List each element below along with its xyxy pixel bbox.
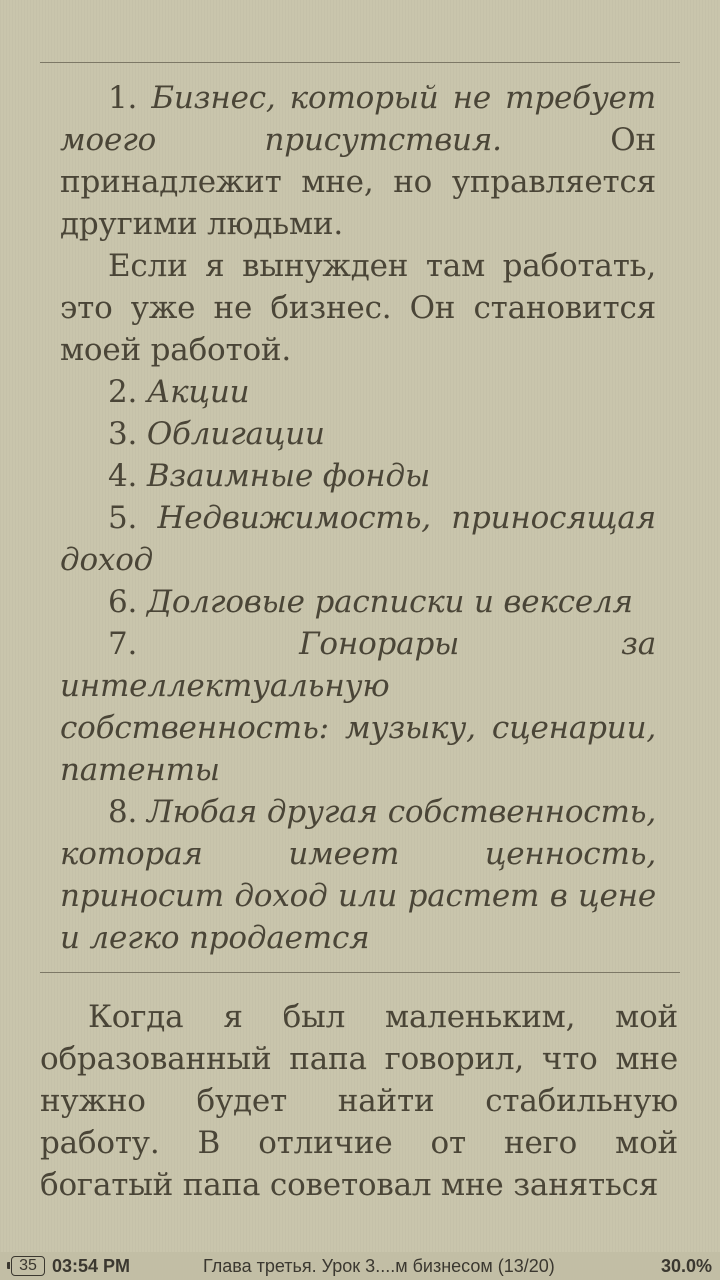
reader-status-bar xyxy=(0,1252,720,1280)
item-number: 8. xyxy=(108,794,138,830)
note-text: Если я вынужден там работать, это уже не бизнес. Он становится моей работой. xyxy=(60,248,656,368)
item-number: 1. xyxy=(108,80,138,116)
item-title: Бизнес, который не требует моего присутствия. xyxy=(60,80,656,158)
item-title: Долговые расписки и векселя xyxy=(146,584,633,620)
item-number: 6. xyxy=(108,584,138,620)
list-item-3 xyxy=(60,413,656,455)
item-number: 5. xyxy=(108,500,138,536)
item-title: Недвижимость, приносящая доход xyxy=(60,500,656,578)
list-item-8 xyxy=(60,791,656,959)
boxed-asset-list xyxy=(60,77,656,959)
reading-progress: 30.0% xyxy=(660,1256,712,1276)
battery-icon xyxy=(11,1256,45,1276)
list-item-4 xyxy=(60,455,656,497)
list-item-1 xyxy=(60,77,656,245)
chapter-title: Глава третья. Урок 3....м бизнесом (13/20) xyxy=(203,1256,555,1276)
item-description: Он принадлежит мне, но управляется другими людьми. xyxy=(60,122,656,242)
item-title: Взаимные фонды xyxy=(146,458,430,494)
section-bottom-rule xyxy=(40,972,680,973)
item-title: Акции xyxy=(146,374,250,410)
clock: 03:54 PM xyxy=(52,1256,131,1276)
list-note xyxy=(60,245,656,371)
item-title: Гонорары за интеллектуальную собственность: музыку, сценарии, патенты xyxy=(60,626,657,788)
item-title: Любая другая собственность, которая имеет ценность, приносит доход или растет в цене и легко продается xyxy=(60,794,656,956)
item-number: 2. xyxy=(108,374,138,410)
item-number: 7. xyxy=(108,626,138,662)
list-item-7 xyxy=(60,623,656,791)
list-item-2 xyxy=(60,371,656,413)
item-number: 4. xyxy=(108,458,138,494)
section-top-rule xyxy=(40,62,680,63)
list-item-6 xyxy=(60,581,656,623)
list-item-5 xyxy=(60,497,656,581)
item-number: 3. xyxy=(108,416,138,452)
body-text xyxy=(40,996,678,1206)
battery-level: 35 xyxy=(19,1257,37,1274)
body-paragraph: Когда я был маленьким, мой образованный папа говорил, что мне нужно будет найти стабильную работу. В отличие от него мой богатый папа советовал мне заняться xyxy=(40,999,678,1203)
item-title: Облигации xyxy=(146,416,325,452)
